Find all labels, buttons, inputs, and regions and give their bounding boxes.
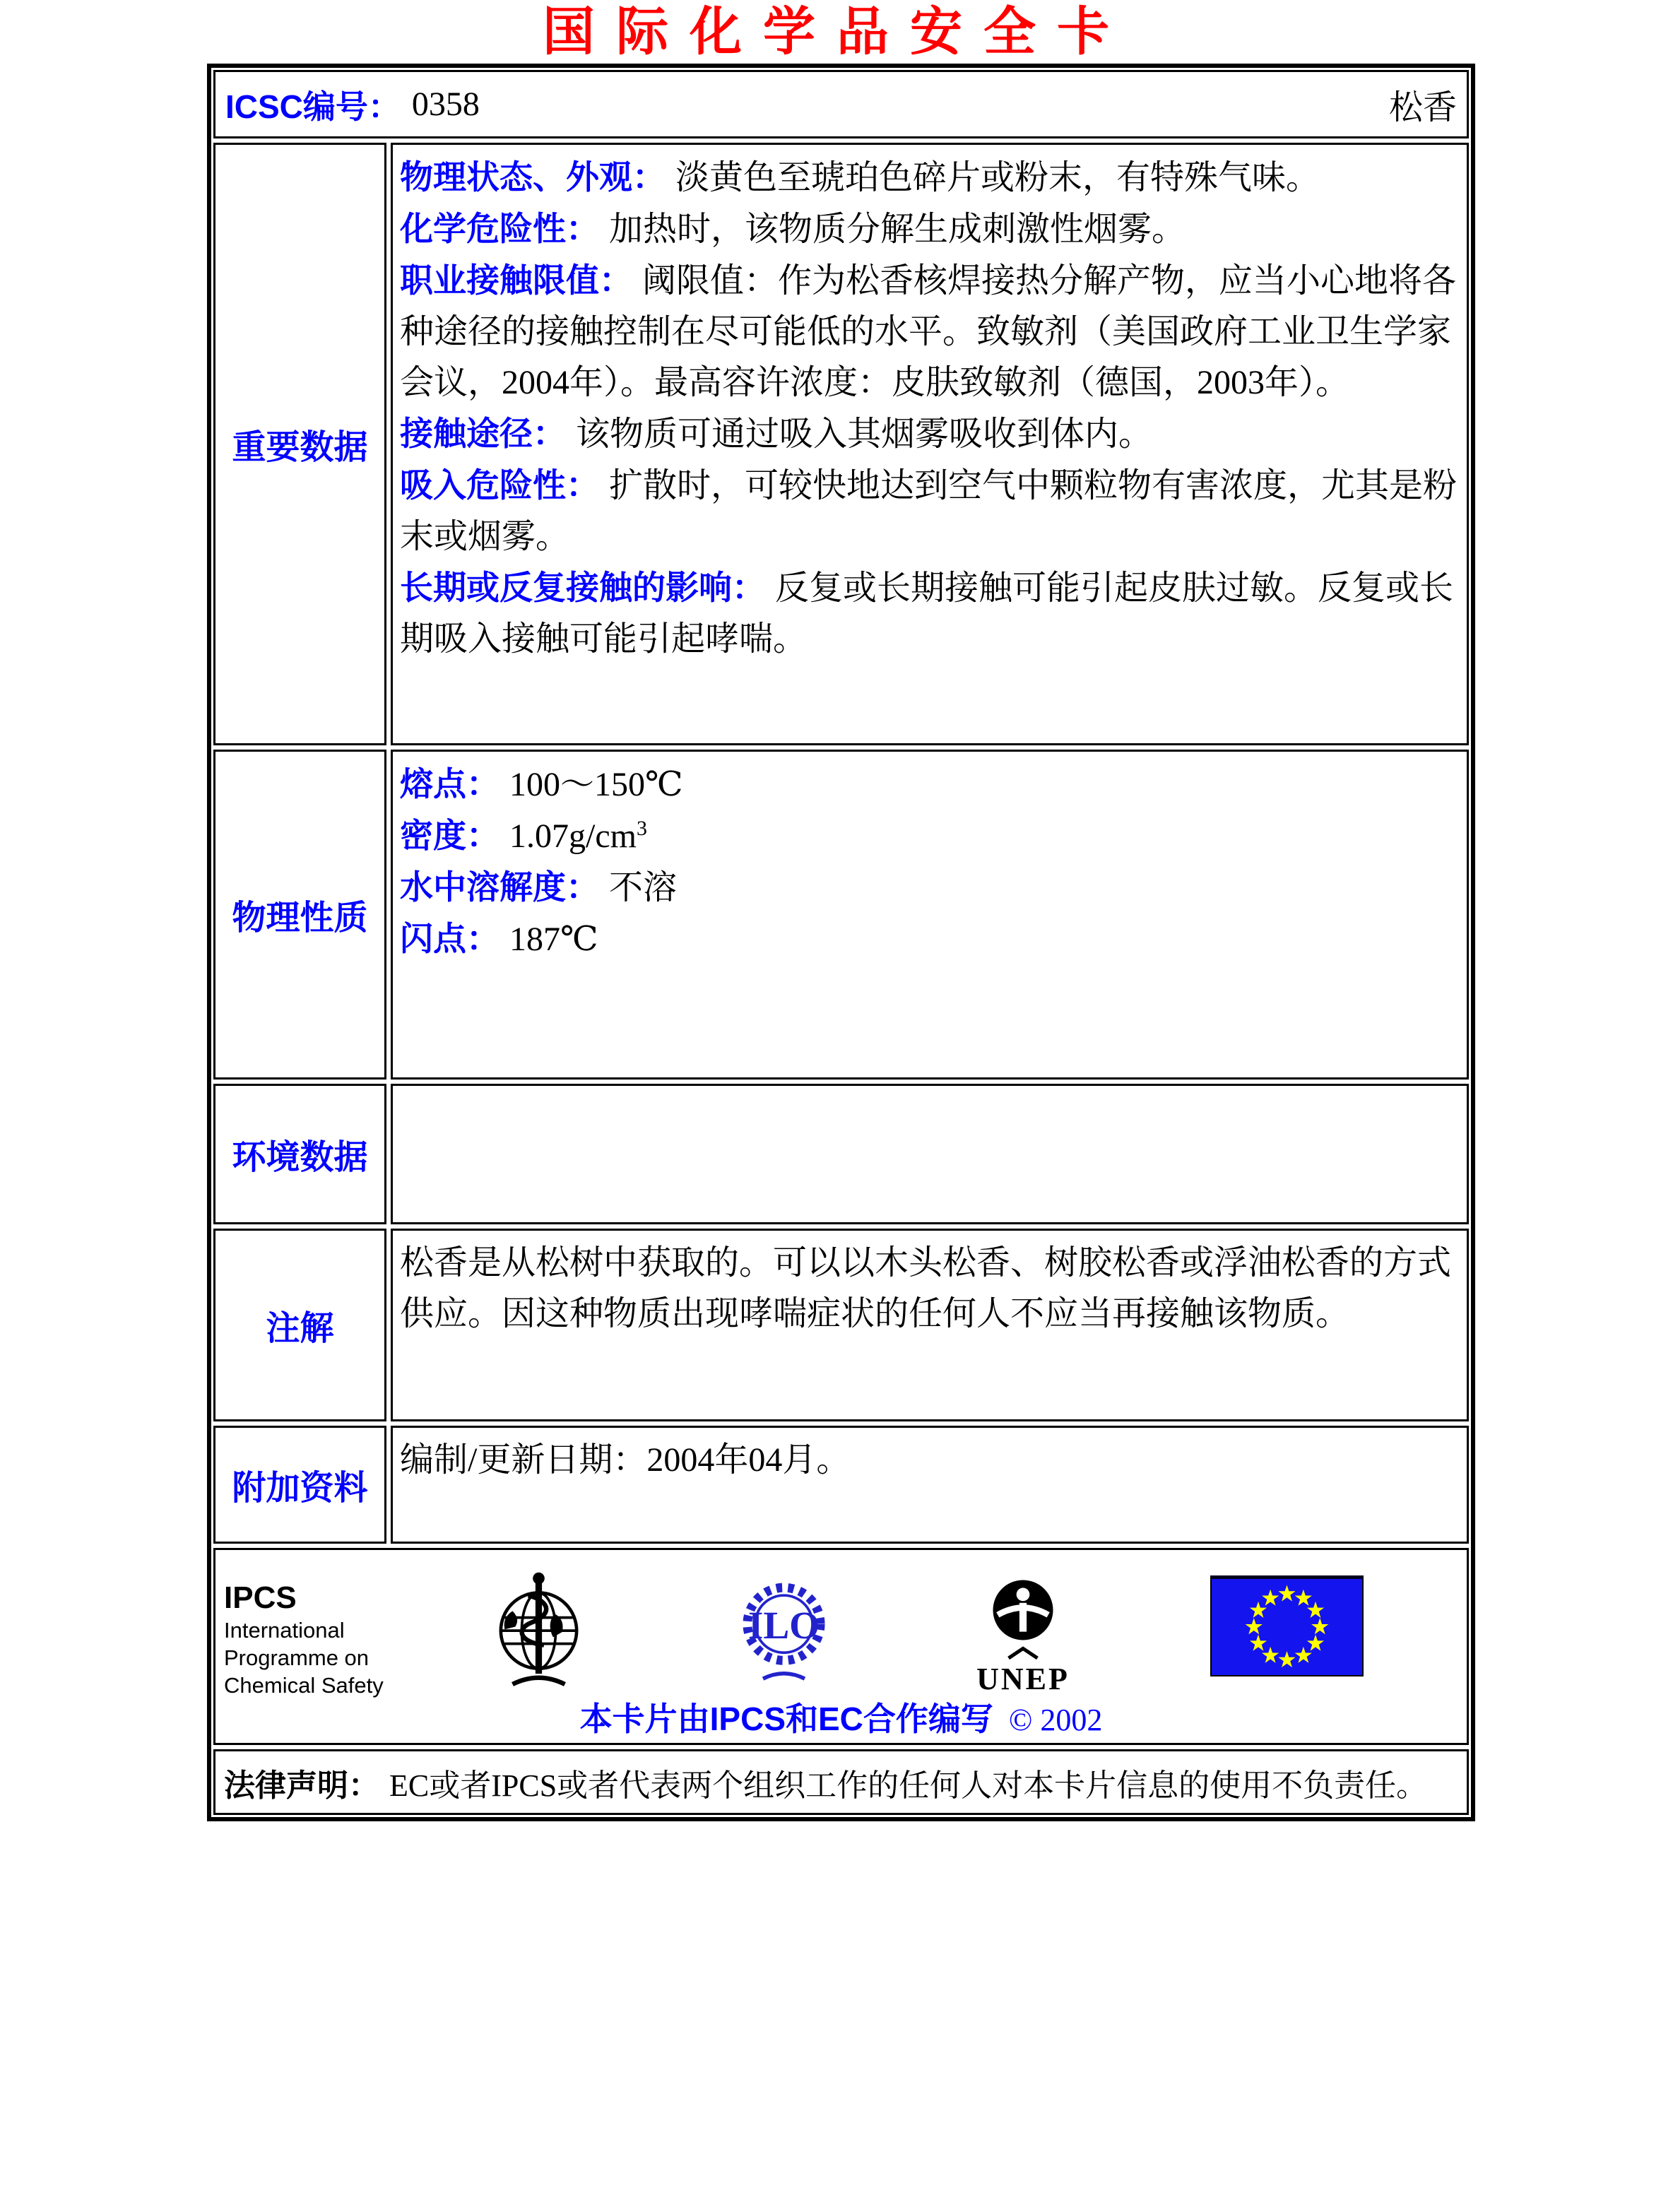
ilo-letters: ILO	[747, 1604, 820, 1647]
eu-flag-icon	[1210, 1575, 1364, 1676]
ipcs-acronym: IPCS	[224, 1580, 297, 1615]
chemical-name: 松香	[1388, 89, 1457, 126]
important-data-item: 化学危险性： 加热时，该物质分解生成刺激性烟雾。	[400, 210, 1186, 248]
credit-text: 本卡片由IPCS和EC合作编写	[579, 1701, 993, 1737]
ilo-logo-icon	[719, 1564, 849, 1688]
important-data-item: 职业接触限值： 阈限值：作为松香核焊接热分解产物，应当小心地将各种途径的接触控制在尽可能低的水平。致敏剂（美国政府工业卫生学家会议，2004年）。最高容许浓度：皮肤致敏剂（德国，2003年）。	[400, 261, 1457, 401]
notes-text: 松香是从松树中获取的。可以以木头松香、树胶松香或浮油松香的方式供应。因这种物质出现哮喘症状的任何人不应当再接触该物质。	[400, 1244, 1452, 1332]
physical-property-density: 密度： $1.07g/cm^3$	[400, 817, 647, 855]
important-data-item: 物理状态、外观： 淡黄色至琥珀色碎片或粉末，有特殊气味。	[400, 158, 1320, 196]
icsc-number-group	[225, 81, 480, 128]
physical-property-flash-point: 闪点： 187℃	[400, 920, 598, 958]
important-data-item: 长期或反复接触的影响： 反复或长期接触可能引起皮肤过敏。反复或长期吸入接触可能引起哮喘。	[400, 569, 1454, 658]
additional-information-text: 编制/更新日期：2004年04月。	[400, 1441, 851, 1479]
physical-property-solubility: 水中溶解度： 不溶	[400, 868, 678, 906]
legal-notice-label: 法律声明：	[224, 1768, 379, 1803]
section-label-additional-information: 附加资料	[213, 1426, 386, 1544]
legal-notice-row	[213, 1749, 1469, 1815]
density-superscript: 3	[636, 817, 647, 840]
page-title: 国际化学品安全卡	[543, 1, 1130, 62]
credit-line	[215, 1693, 1467, 1740]
section-content-additional-information	[391, 1426, 1469, 1544]
safety-card-table	[207, 64, 1475, 1821]
card-header-row	[213, 70, 1469, 138]
section-label-notes: 注解	[213, 1229, 386, 1421]
who-logo-icon	[473, 1559, 604, 1696]
important-data-item: 接触途径： 该物质可通过吸入其烟雾吸收到体内。	[400, 415, 1153, 453]
icsc-number-value: 0358	[411, 85, 480, 123]
section-label-important-data: 重要数据	[213, 143, 386, 745]
important-data-item: 吸入危险性： 扩散时，可较快地达到空气中颗粒物有害浓度，尤其是粉末或烟雾。	[400, 466, 1458, 555]
section-content-notes	[391, 1229, 1469, 1421]
logos-row	[213, 1548, 1469, 1745]
section-label-physical-properties: 物理性质	[213, 750, 386, 1080]
section-content-physical-properties	[391, 750, 1469, 1080]
legal-notice-text: EC或者IPCS或者代表两个组织工作的任何人对本卡片信息的使用不负责任。	[389, 1768, 1428, 1803]
ipcs-text-block: IPCS International Programme on Chemical Safety	[224, 1580, 384, 1698]
section-label-environmental-data: 环境数据	[213, 1084, 386, 1224]
unep-logo-icon	[963, 1557, 1083, 1663]
icsc-number-label: ICSC编号：	[225, 88, 401, 125]
section-content-important-data	[391, 143, 1469, 745]
section-content-environmental-data	[391, 1084, 1469, 1224]
copyright-text: © 2002	[1008, 1703, 1103, 1737]
physical-property-melting-point: 熔点： 100～150℃	[400, 765, 683, 803]
unep-wordmark: UNEP	[976, 1662, 1070, 1696]
unep-logo	[963, 1557, 1083, 1696]
